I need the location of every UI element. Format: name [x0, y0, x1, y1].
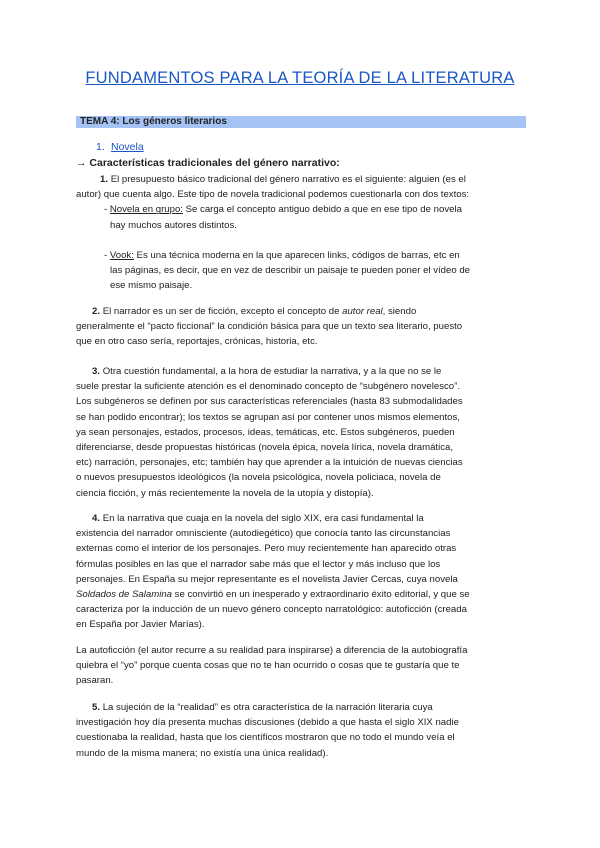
text-line: etc) narración, personajes, etc; también hay que aprender a la intuición de nuevas ciencias: [76, 457, 463, 469]
list-dash: -: [104, 249, 110, 261]
italic-title: Soldados de Salamina: [76, 589, 173, 601]
text-line: En la narrativa que cuaja en la novela del siglo XIX, era casi fundamental la: [102, 513, 424, 524]
text-line: externas como el interior de los personajes. Pero muy recientemente han aparecido otras: [76, 543, 457, 555]
list-term: Vook:: [109, 249, 134, 261]
paragraph-number: 4.: [92, 513, 101, 524]
paragraph-number: 2.: [92, 306, 101, 317]
text-line: pasaran.: [76, 675, 114, 687]
text-line: generalmente el “pacto ficcional” la condición básica para que un texto sea literario, puesto: [76, 321, 463, 333]
text-line: ese mismo paisaje.: [110, 280, 193, 292]
text-line: cuestionaba la realidad, hasta que los científicos mostraron que no todo el mundo veía el: [76, 732, 455, 744]
text-line: Otra cuestión fundamental, a la hora de estudiar la narrativa, y a la que no se le: [102, 366, 442, 377]
text-line: se convirtió en un inesperado y extraordinario éxito editorial, y que se: [172, 589, 470, 601]
section-label: Novela: [111, 141, 144, 153]
text-line: existencia del narrador omnisciente (autodiegético) que conocía tanto las circunstancias: [76, 528, 451, 540]
paragraph-1: [76, 172, 526, 293]
list-item: [76, 202, 526, 232]
text-line: diferenciarse, desde propuestas históricas (novela épica, novela lírica, novela dramática,: [76, 442, 454, 454]
list-term: Novela en grupo:: [109, 204, 183, 216]
text-line: La sujeción de la “realidad” es otra característica de la narración literaria cuya: [102, 702, 433, 713]
text-line: El presupuesto básico tradicional del género narrativo es el siguiente: alguien (es el: [110, 174, 466, 185]
text-line: , siendo: [382, 306, 417, 317]
text-line: en España por Javier Marías).: [76, 619, 205, 631]
document-title: FUNDAMENTOS PARA LA TEORÍA DE LA LITERATURA: [85, 69, 515, 87]
list-item: [76, 248, 526, 294]
text-line: La autoficción (el autor recurre a su realidad para inspirarse) a diferencia de la autobiografía: [76, 645, 468, 656]
italic-term: autor real: [342, 306, 383, 317]
tema-heading: TEMA 4: Los géneros literarios: [76, 116, 526, 128]
text-line: o nuevos presupuestos ideológicos (la novela psicológica, novela policiaca, novela de: [76, 472, 441, 484]
section-number: 1.: [96, 141, 105, 153]
text-line: investigación hoy día presenta muchas discusiones (debido a que hasta el siglo XIX nadie: [76, 717, 459, 729]
section-heading: [96, 141, 144, 153]
text-line: fórmulas posibles en las que el narrador sabe más que el lector y más incluso que los: [76, 558, 441, 570]
text-line: hay muchos autores distintos.: [110, 219, 237, 231]
text-line: caracteriza por la inducción de un nuevo género concepto narratológico: autoficción (creada: [76, 604, 467, 616]
text-line: quiebra el “yo” porque cuenta cosas que no te han ocurrido o cosas que te gustaría que te: [76, 660, 460, 672]
paragraph-5: [76, 700, 526, 761]
text-line: El narrador es un ser de ficción, excepto el concepto de: [102, 306, 343, 317]
text-line: se han podido encontrar); los textos se agrupan así por contener unos mismos elementos,: [76, 411, 460, 423]
paragraph-number: 5.: [92, 702, 101, 713]
text-line: Los subgéneros se definen por sus características referenciales (hasta 83 submodalidades: [76, 396, 463, 408]
text-line: las páginas, es decir, que en vez de describir un paisaje te pueden poner el vídeo de: [110, 265, 471, 277]
text-line: suele prestar la suficiente atención es el denominado concepto de “subgénero novelesco”.: [76, 381, 460, 393]
paragraph-number: 1.: [100, 174, 109, 185]
text-line: ciencia ficción, y más recientemente la novela de la utopía y distopía).: [76, 487, 374, 499]
text-line: autor) que cuenta algo. Este tipo de novela tradicional podemos cuestionarla con dos textos:: [76, 189, 470, 201]
list-dash: -: [104, 204, 110, 216]
text-line: ya sean personajes, estados, procesos, ideas, temáticas, etc. Estos subgéneros, pueden: [76, 426, 455, 438]
paragraph-4: [76, 511, 526, 633]
paragraph-3: [76, 364, 526, 501]
text-line: mundo de la misma manera; no existía una única realidad).: [76, 747, 329, 759]
text-line: Es una técnica moderna en la que aparecen links, códigos de barras, etc en: [133, 249, 460, 261]
text-line: personajes. En España su mejor representante es el novelista Javier Cercas, cuya novela: [76, 573, 458, 585]
paragraph-number: 3.: [92, 366, 101, 377]
text-line: Se carga el concepto antiguo debido a que en ese tipo de novela: [182, 204, 462, 216]
text-line: que en otro caso sería, reportajes, crónicas, historia, etc.: [76, 336, 318, 348]
paragraph-2: [76, 304, 526, 350]
paragraph-autoficcion: [76, 643, 526, 689]
subheading: → Características tradicionales del género narrativo:: [76, 157, 340, 169]
